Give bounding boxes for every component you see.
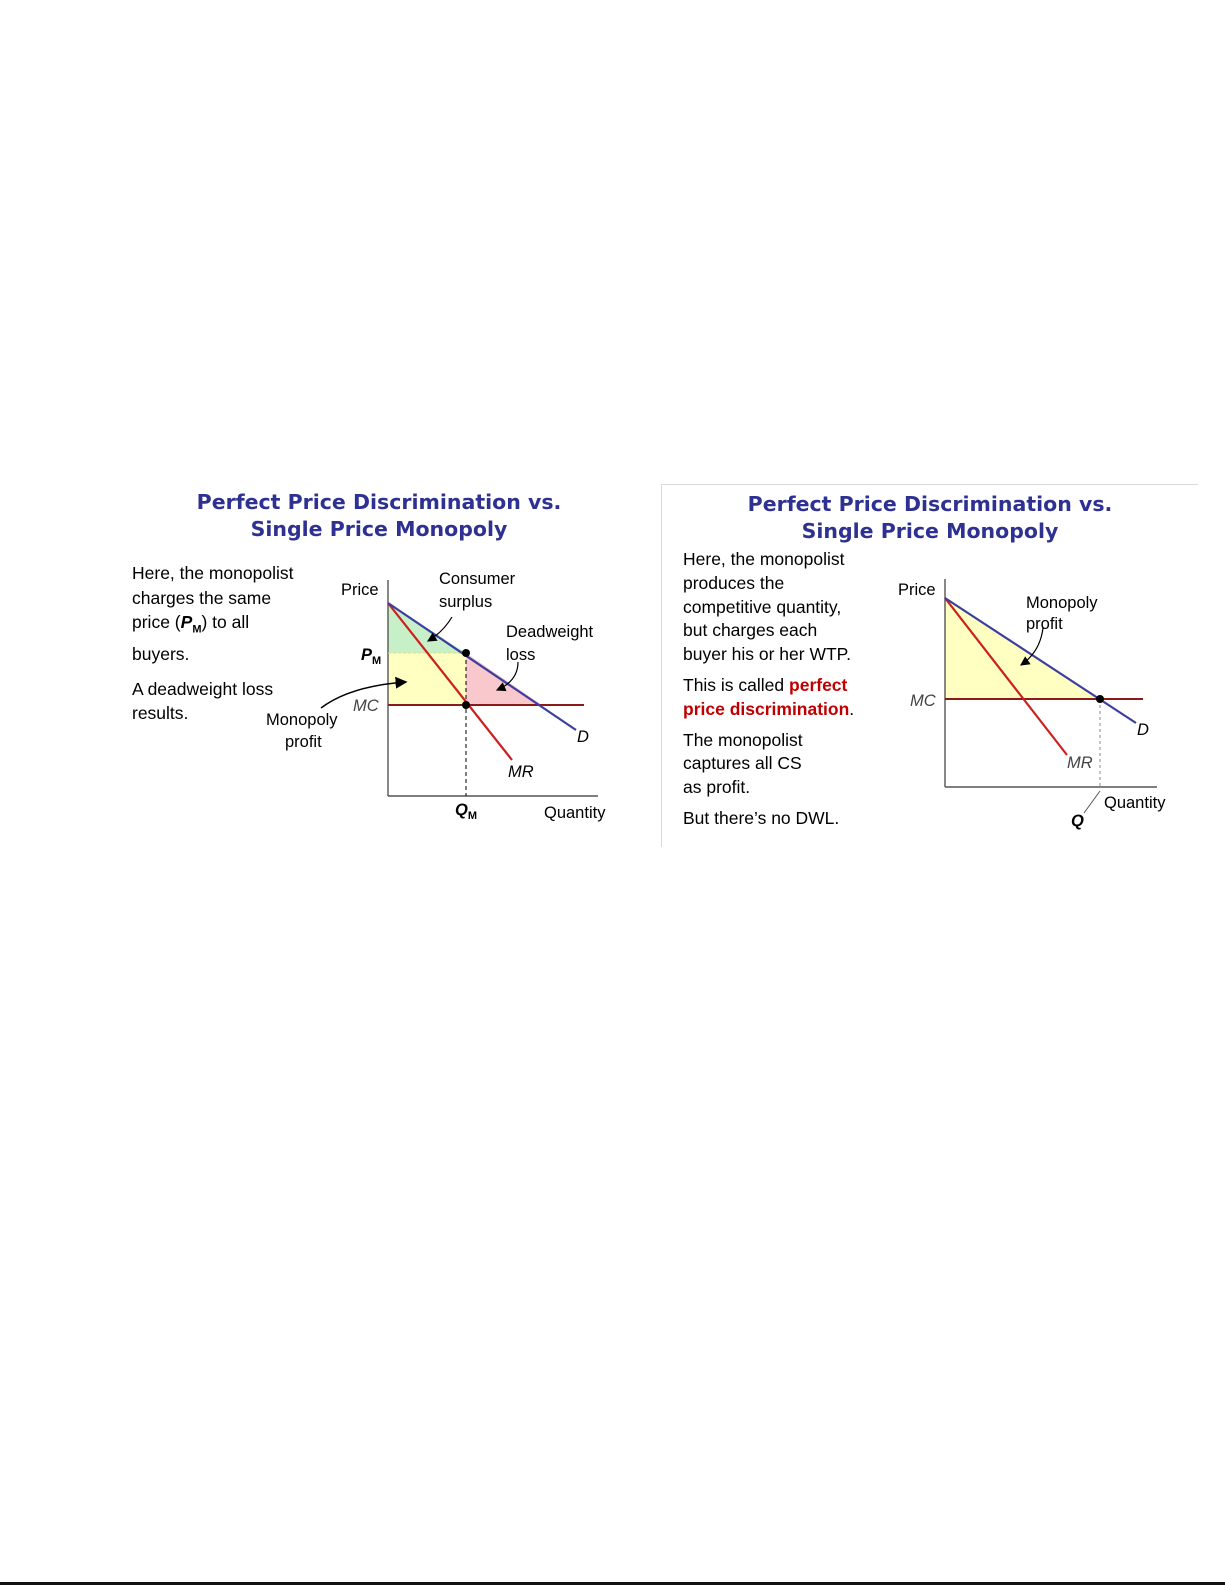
monopoly-profit-label: profit [285,733,322,751]
right-slide [661,484,1198,847]
left-text-line: buyers. [132,644,190,664]
right-text-line: The monopolist [683,729,803,750]
competitive-equilibrium-point [1096,695,1104,703]
left-text-line: Here, the monopolist [132,563,294,583]
left-text-line: results. [132,703,189,723]
x-axis-label: Quantity [544,804,606,822]
mc-label: MC [910,692,936,710]
q-label-pointer [1084,791,1100,813]
left-monopoly-diagram [118,478,640,848]
monopoly-profit-label: Monopoly [266,711,338,729]
demand-label: D [1137,721,1149,739]
right-text-line: competitive quantity, [683,596,842,617]
consumer-surplus-label: surplus [439,593,493,611]
demand-label: D [577,728,589,746]
left-text-line: price $(P_M)$ to all [132,612,250,636]
left-title-line1: Perfect Price Discrimination vs. [196,490,562,514]
right-monopoly-diagram [662,485,1198,847]
x-axis-label: Quantity [1104,794,1166,812]
right-title-line1: Perfect Price Discrimination vs. [747,492,1113,516]
left-text-line: A deadweight loss [132,678,274,699]
mc-label: MC [353,697,379,715]
right-text-line: But there’s no DWL. [683,807,840,828]
right-text-line: as profit. [683,777,751,798]
monopoly-profit-area [388,653,466,705]
monopoly-profit-label: profit [1026,615,1063,633]
deadweight-loss-label: loss [506,646,536,664]
y-axis-label: Price [898,581,936,599]
monopoly-price-point [462,649,470,657]
q-label: Q [1071,812,1084,830]
mr-mc-intersection-point [462,701,470,709]
right-text-line: but charges each [683,620,818,641]
deadweight-loss-label: Deadweight [506,623,594,641]
consumer-surplus-label: Consumer [439,570,516,588]
right-text-line: produces the [683,572,785,593]
left-title-line2: Single Price Monopoly [250,517,508,541]
left-text-line: charges the same [132,587,272,608]
right-text-line: This is called perfect [683,674,848,695]
right-text-line: buyer his or her WTP. [683,644,851,665]
qm-label: $Q_M$ [455,801,478,822]
mr-label: MR [1067,754,1093,772]
right-text-line: price discrimination. [683,698,855,719]
right-title-line2: Single Price Monopoly [801,519,1059,543]
right-text-line: captures all CS [683,753,802,774]
mr-label: MR [508,763,534,781]
right-text-line: Here, the monopolist [683,549,845,569]
left-slide [118,478,640,848]
y-axis-label: Price [341,581,379,599]
monopoly-profit-label: Monopoly [1026,594,1098,612]
pm-label: $P_M$ [361,646,382,667]
